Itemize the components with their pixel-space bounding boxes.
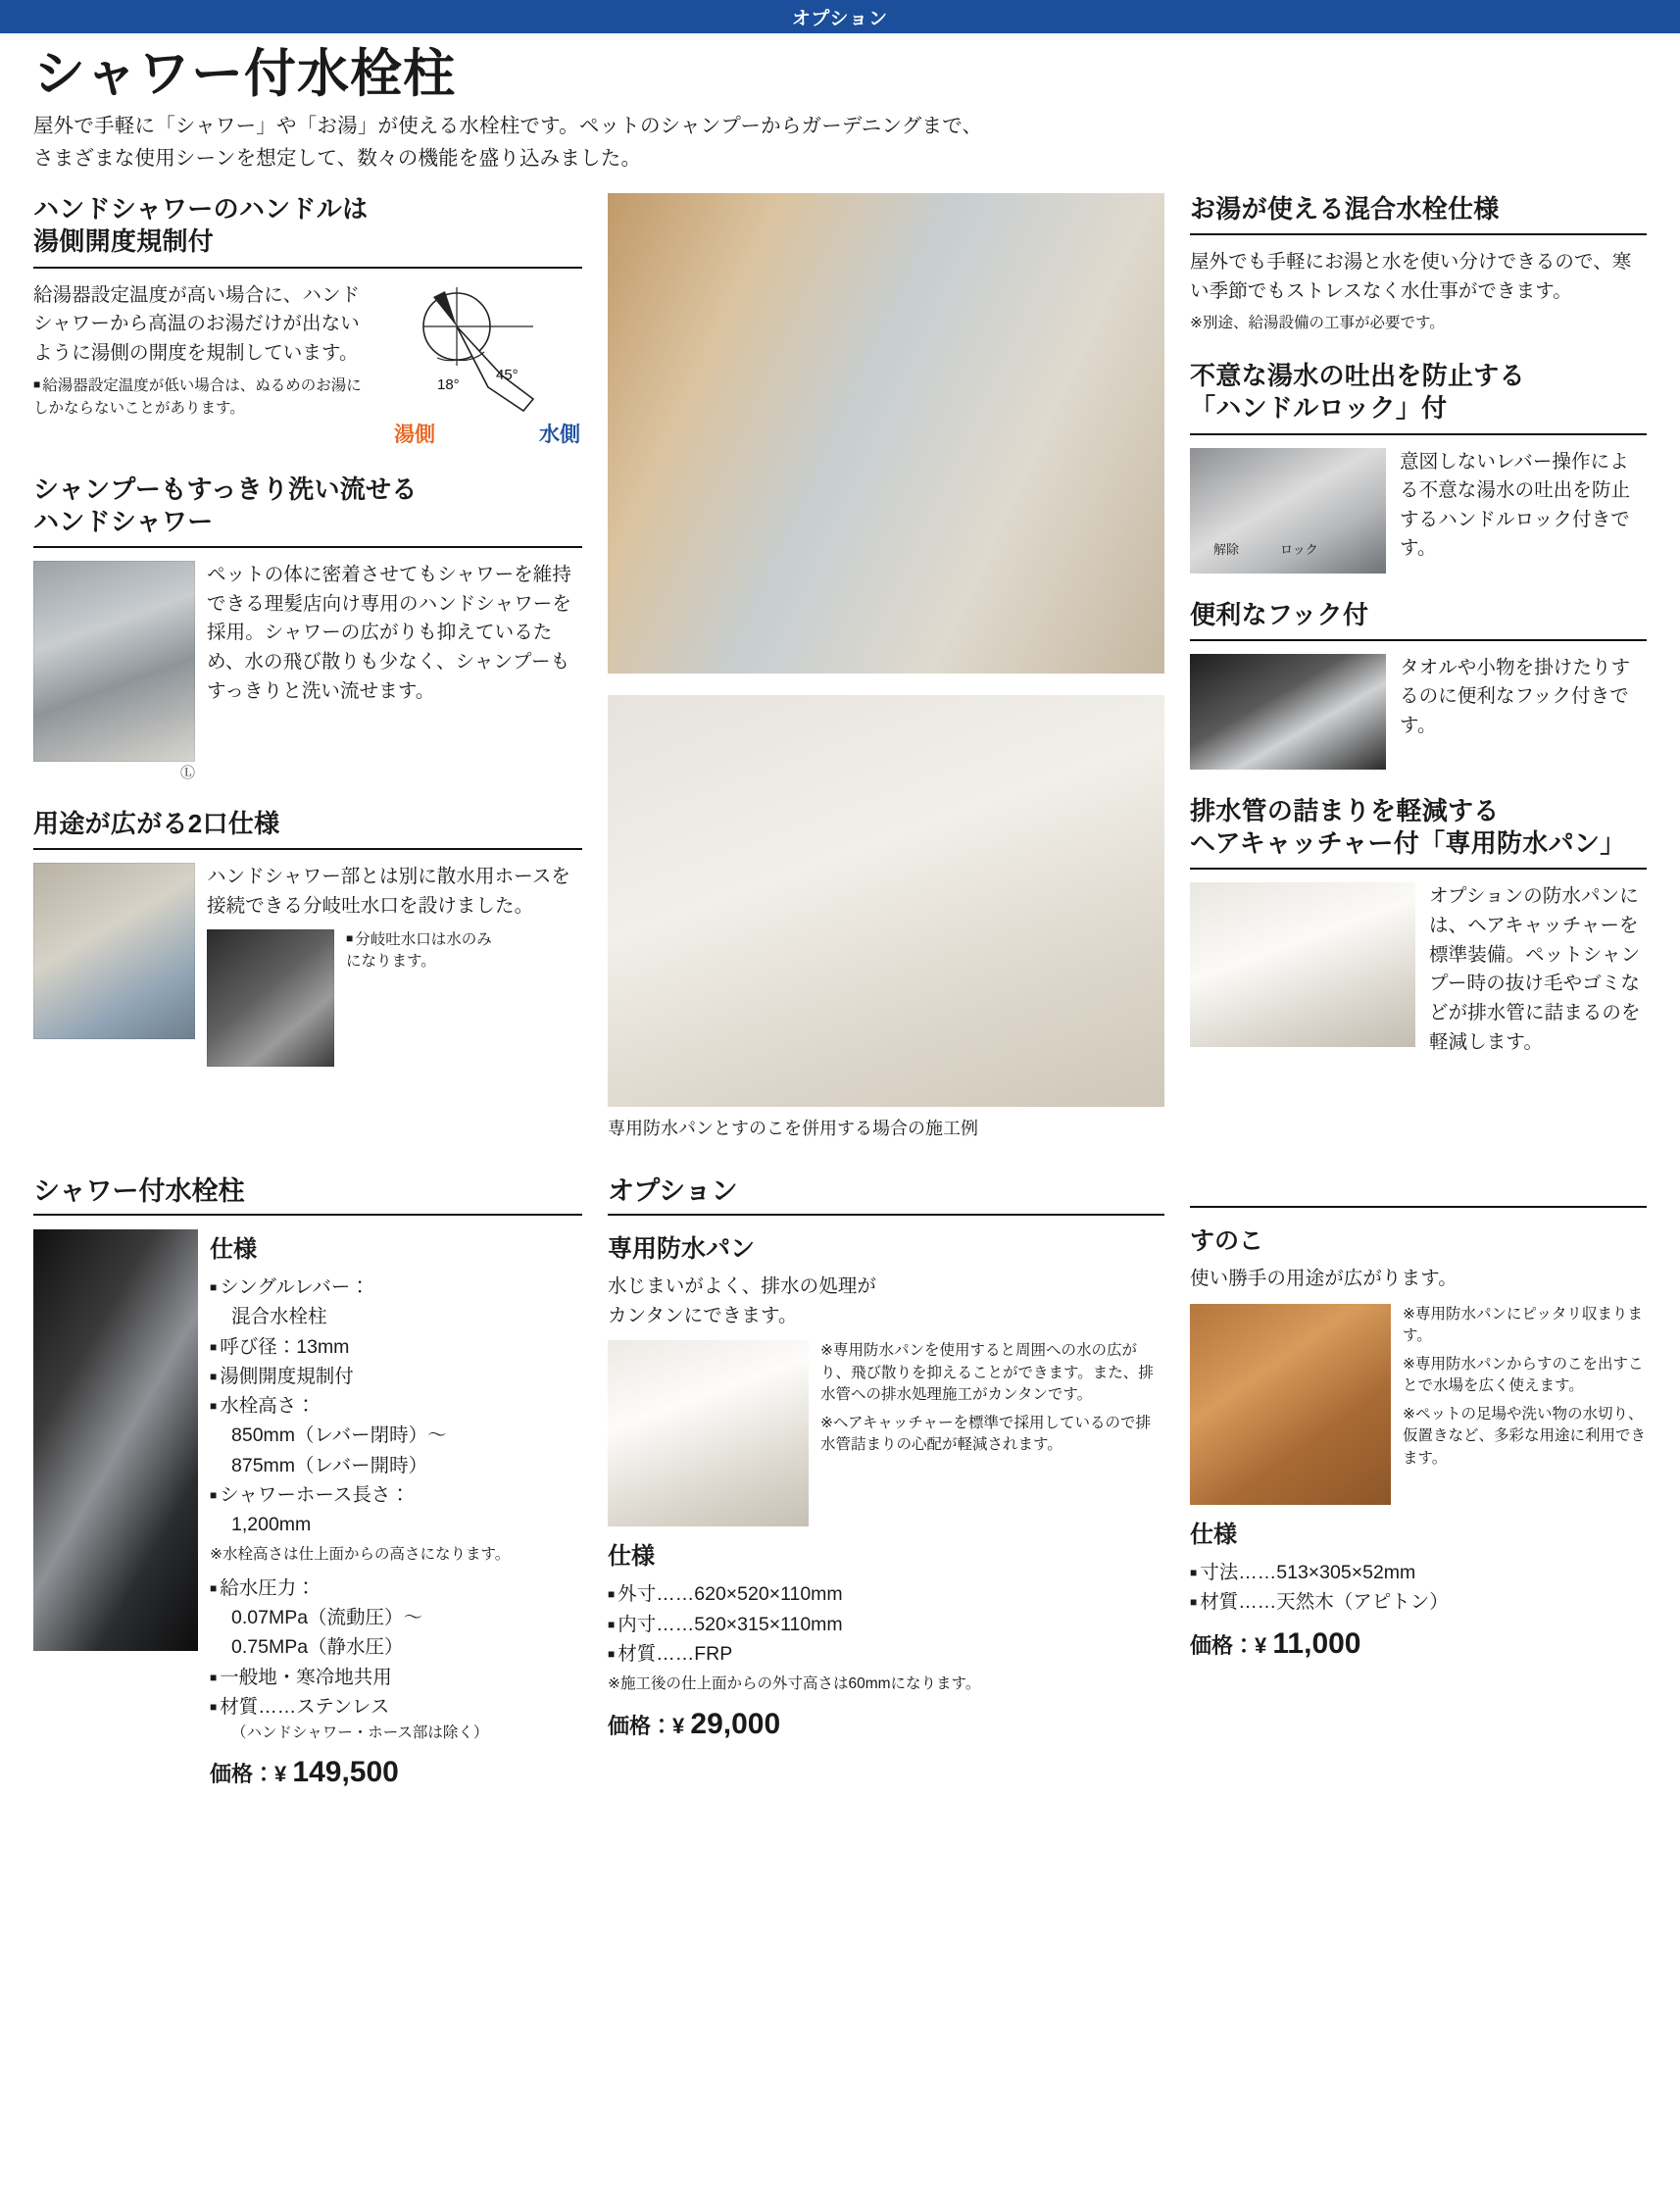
spec-item: ■ 内寸……520×315×110mm [608, 1611, 1164, 1638]
spec-item: ■ シャワーホース長さ： [210, 1481, 582, 1509]
sunoko-photo [1190, 1304, 1391, 1505]
spec-item: ■ シングルレバー： [210, 1274, 582, 1301]
pan-spec-title: 仕様 [608, 1543, 655, 1571]
pan-price-currency: ¥ [672, 1713, 685, 1738]
divider [33, 1214, 582, 1216]
feature-handle-title [33, 193, 582, 259]
spec-item: ■ 外寸……620×520×110mm [608, 1580, 1164, 1608]
pan-spec-list [608, 1580, 1164, 1668]
spec-option-column [608, 1170, 1164, 1789]
spec-item-sub: 0.75MPa（静水圧） [231, 1636, 404, 1659]
spec-item: ■ 呼び径：13mm [210, 1333, 582, 1361]
feature-handle-body: 給湯器設定温度が高い場合に、ハンドシャワーから高温のお湯だけが出ないように湯側の開度を規制しています。 [33, 283, 361, 364]
divider [33, 848, 582, 850]
feature-handshower [33, 474, 582, 783]
spec-item-sub: （ハンドシャワー・ホース部は除く） [231, 1724, 489, 1742]
feature-handle-lock-body: 意図しないレバー操作による不意な湯水の吐出を防止するハンドルロック付きです。 [1400, 450, 1631, 560]
pan-price-label: 価格： [608, 1713, 673, 1738]
spec-item-sub: 1,200mm [231, 1514, 312, 1536]
pan-photo [608, 1340, 809, 1526]
feature-mixer-note: ※別途、給湯設備の工事が必要です。 [1190, 314, 1445, 331]
label-cold-side: 水側 [539, 423, 580, 446]
spec-item-sub: 875mm（レバー開時） [231, 1454, 428, 1476]
main-content [0, 177, 1680, 1140]
spec-option-heading: オプション [608, 1176, 738, 1207]
pan-body-line2: カンタンにできます。 [608, 1304, 798, 1326]
lead-line-2: さまざまな使用シーンを想定して、数々の機能を盛り込みました。 [33, 147, 642, 171]
pillar-photo [33, 1229, 198, 1651]
band-label: オプション [791, 8, 889, 29]
spec-item: ■ 材質……FRP [608, 1640, 1164, 1668]
feature-mixer-title: お湯が使える混合水栓仕様 [1190, 194, 1500, 225]
feature-handle-limit [33, 193, 582, 448]
divider [1190, 1206, 1647, 1208]
feature-handle-lock [1190, 360, 1647, 574]
divider [1190, 639, 1647, 641]
lock-photo-label-release: 解除 [1213, 541, 1240, 557]
spec-item-sub: 混合水栓柱 [231, 1306, 327, 1328]
page-title: シャワー付水栓柱 [33, 45, 456, 103]
two-outlet-photo-a [33, 863, 195, 1039]
sunoko-price-currency: ¥ [1255, 1633, 1267, 1659]
right-column [1190, 193, 1647, 1140]
feature-hook [1190, 599, 1647, 770]
feature-two-outlet-title: 用途が広がる2口仕様 [33, 809, 280, 839]
sunoko-spec-list [1190, 1559, 1647, 1617]
spec-item: ■ 一般地・寒冷地共用 [210, 1664, 582, 1691]
pan-body [608, 1273, 1164, 1330]
pillar-price-currency: ¥ [274, 1762, 287, 1787]
feature-hook-title: 便利なフック付 [1190, 599, 1369, 629]
pillar-spec-list-2 [210, 1574, 582, 1744]
spec-item: ■ 水栓高さ： [210, 1392, 582, 1420]
sunoko-note-2: ※専用防水パンからすのこを出すことで水場を広く使えます。 [1403, 1355, 1644, 1395]
feature-handle-title-line2: 湯側開度規制付 [33, 226, 215, 257]
handle-lock-photo [1190, 448, 1386, 574]
spec-item: ■ 寸法……513×305×52mm [1190, 1559, 1647, 1586]
angle-hot-text: 18° [437, 375, 460, 393]
feature-hair-catcher-title [1190, 795, 1647, 861]
pan-body-line1: 水じまいがよく、排水の処理が [608, 1275, 877, 1298]
feature-mixer-body: 屋外でも手軽にお湯と水を使い分けできるので、寒い季節でもストレスなく水仕事ができます。 [1190, 251, 1632, 302]
middle-column [608, 193, 1164, 1140]
spec-item: ■ 材質……天然木（アピトン） [1190, 1588, 1647, 1616]
feature-mixer [1190, 193, 1647, 334]
handle-angle-diagram [386, 281, 582, 448]
feature-handshower-title-line2: ハンドシャワー [33, 506, 214, 536]
divider [33, 267, 582, 269]
pan-note-2: ※ヘアキャッチャーを標準で採用しているので排水管詰まりの心配が軽減されます。 [820, 1414, 1151, 1454]
feature-hook-body: タオルや小物を掛けたりするのに便利なフック付きです。 [1400, 656, 1631, 737]
divider [33, 546, 582, 548]
divider [608, 1214, 1164, 1216]
pan-note-1: ※専用防水パンを使用すると周囲への水の広がり、飛び散りを抑えることができます。また、排水管への排水処理施工がカンタンです。 [820, 1342, 1154, 1404]
spec-item: ■ 材質……ステンレス [210, 1693, 582, 1721]
sunoko-note-3: ※ペットの足場や洗い物の水切り、仮置きなど、多彩な用途に利用できます。 [1403, 1405, 1647, 1467]
sunoko-price-value: 11,000 [1272, 1627, 1361, 1661]
feature-two-outlet-note: ■ 分岐吐水口は水のみになります。 [346, 929, 493, 1067]
pillar-price [210, 1756, 582, 1789]
pillar-spec-list [210, 1274, 582, 1538]
spec-item-sub: 850mm（レバー閉時）〜 [231, 1424, 447, 1447]
pillar-price-label: 価格： [210, 1762, 275, 1787]
spec-item-sub: 0.07MPa（流動圧）〜 [231, 1607, 423, 1629]
feature-hair-catcher-title-line2: ヘアキャッチャー付「専用防水パン」 [1190, 828, 1626, 859]
feature-handle-lock-title-line1: 不意な湯水の吐出を防止する [1190, 361, 1525, 391]
divider [1190, 868, 1647, 870]
sunoko-note-1: ※専用防水パンにピッタリ収まります。 [1403, 1305, 1643, 1345]
pillar-price-value: 149,500 [292, 1756, 399, 1789]
pan-installation-photo [608, 695, 1164, 1107]
feature-handle-note: ■ 給湯器設定温度が低い場合は、ぬるめのお湯にしかならないことがあります。 [33, 375, 374, 420]
sunoko-spec-title: 仕様 [1190, 1521, 1237, 1548]
label-hot-side: 湯側 [394, 423, 435, 446]
pillar-spec-title: 仕様 [210, 1236, 257, 1264]
spec-section [0, 1170, 1680, 1789]
feature-handle-lock-title-line2: 「ハンドルロック」付 [1190, 393, 1448, 424]
title-block [0, 33, 1680, 174]
feature-handshower-title [33, 474, 582, 539]
pan-note-install: ※施工後の仕上面からの外寸高さは60mmになります。 [608, 1675, 981, 1693]
feature-handshower-body: ペットの体に密着させてもシャワーを維持できる理髪店向け専用のハンドシャワーを採用。シャワーの広がりも抑えているため、水の飛び散りも少なく、シャンプーもすっきりと洗い流せます。 [207, 564, 572, 702]
pillar-note-height: ※水栓高さは仕上面からの高さになります。 [210, 1546, 511, 1564]
handshower-photo [33, 561, 195, 762]
spec-item: ■ 給水圧力： [210, 1574, 582, 1602]
spec-pillar-heading: シャワー付水栓柱 [33, 1176, 245, 1207]
feature-handshower-title-line1: シャンプーもすっきり洗い流せる [33, 474, 418, 504]
divider [1190, 233, 1647, 235]
feature-two-outlet-body: ハンドシャワー部とは別に散水用ホースを接続できる分岐吐水口を設けました。 [207, 866, 571, 918]
feature-handle-title-line1: ハンドシャワーのハンドルは [33, 194, 369, 225]
spec-item: ■ 湯側開度規制付 [210, 1363, 582, 1390]
sunoko-price [1190, 1627, 1647, 1661]
spec-pillar-column [33, 1170, 582, 1789]
pan-price [608, 1708, 1164, 1741]
pan-price-value: 29,000 [690, 1707, 781, 1740]
feature-two-outlet [33, 808, 582, 1067]
section-band [0, 0, 1680, 33]
sunoko-body: 使い勝手の用途が広がります。 [1190, 1268, 1458, 1290]
main-scene-photo [608, 193, 1164, 674]
feature-hair-catcher-body: オプションの防水パンには、ヘアキャッチャーを標準装備。ペットシャンプー時の抜け毛やゴミなどが排水管に詰まるのを軽減します。 [1429, 885, 1641, 1053]
angle-cold-text: 45° [496, 366, 519, 383]
photo-caption: 専用防水パンとすのこを併用する場合の施工例 [608, 1119, 978, 1139]
handle-diagram-labels [394, 419, 580, 448]
feature-handle-lock-title [1190, 360, 1647, 425]
pan-title: 専用防水パン [608, 1235, 756, 1264]
hook-photo [1190, 654, 1386, 770]
handshower-photo-mark: Ⓛ [179, 765, 195, 782]
spec-sunoko-column [1190, 1170, 1647, 1789]
hair-catcher-photo [1190, 882, 1415, 1047]
sunoko-price-label: 価格： [1190, 1633, 1256, 1659]
lock-photo-label-lock: ロック [1280, 541, 1318, 557]
sunoko-title: すのこ [1190, 1227, 1264, 1256]
two-outlet-photo-b [207, 929, 334, 1067]
feature-hair-catcher [1190, 795, 1647, 1057]
feature-hair-catcher-title-line1: 排水管の詰まりを軽減する [1190, 795, 1500, 825]
lead-line-1: 屋外で手軽に「シャワー」や「お湯」が使える水栓柱です。ペットのシャンプーからガーデニングまで、 [33, 114, 983, 137]
left-column [33, 193, 582, 1140]
divider [1190, 433, 1647, 435]
